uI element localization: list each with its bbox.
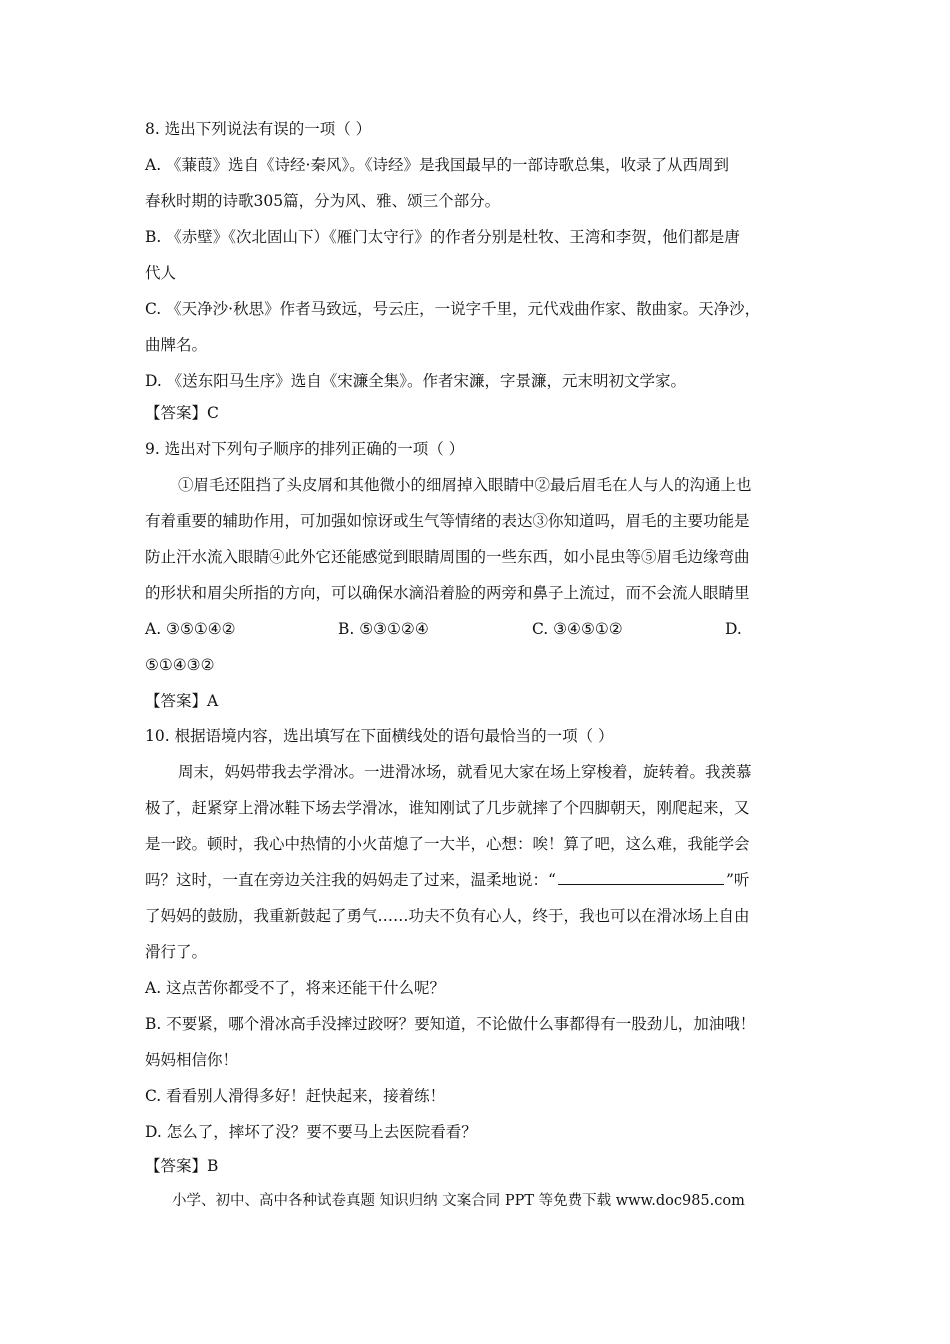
q10-passage-line: 周末，妈妈带我去学滑冰。一进滑冰场，就看见大家在场上穿梭着，旋转着。我羡慕	[178, 763, 752, 781]
q8-option-d: D. 《送东阳马生序》选自《宋濂全集》。作者宋濂，字景濂，元末明初文学家。	[145, 372, 686, 390]
q10-passage-line-with-blank	[145, 870, 825, 890]
q9-passage-line: 防止汗水流入眼睛④此外它还能感觉到眼睛周围的一些东西，如小昆虫等⑤眉毛边缘弯曲	[145, 548, 750, 566]
q9-passage-line: 的形状和眉尖所指的方向，可以确保水滴沿着脸的两旁和鼻子上流过，而不会流人眼睛里	[145, 584, 750, 602]
q9-passage-line: ①眉毛还阻挡了头皮屑和其他微小的细屑掉入眼睛中②最后眉毛在人与人的沟通上也	[178, 476, 752, 494]
q8-answer: 【答案】C	[145, 404, 219, 422]
q8-stem: 8. 选出下列说法有误的一项（ ）	[145, 120, 372, 138]
fill-in-blank	[558, 870, 724, 885]
q8-option-a: A. 《蒹葭》选自《诗经·秦风》。《诗经》是我国最早的一部诗歌总集，收录了从西周到	[145, 156, 729, 174]
q10-option-a: A. 这点苦你都受不了，将来还能干什么呢？	[145, 979, 446, 997]
q8-option-c-cont: 曲牌名。	[145, 336, 208, 354]
q10-answer: 【答案】B	[145, 1157, 219, 1175]
q9-answer: 【答案】A	[145, 692, 219, 710]
q8-option-b-cont: 代人	[145, 264, 177, 282]
q9-option-d-cont: ⑤①④③②	[145, 656, 215, 674]
q9-option-a: A. ③⑤①④②	[145, 620, 236, 638]
q8-option-c: C. 《天净沙·秋思》作者马致远，号云庄，一说字千里，元代戏曲作家、散曲家。天净沙，	[145, 300, 761, 318]
q10-option-d: D. 怎么了，摔坏了没？要不要马上去医院看看？	[145, 1123, 477, 1141]
q10-passage-line: 滑行了。	[145, 943, 208, 961]
q9-stem: 9. 选出对下列句子顺序的排列正确的一项（ ）	[145, 440, 465, 458]
q10-passage-line: 极了，赶紧穿上滑冰鞋下场去学滑冰，谁知刚试了几步就摔了个四脚朝天，刚爬起来，又	[145, 799, 750, 817]
q8-option-b: B. 《赤壁》《次北固山下）《雁门太守行》的作者分别是杜牧、王湾和李贺，他们都是唐	[145, 228, 740, 246]
q8-option-a-cont: 春秋时期的诗歌305篇，分为风、雅、颂三个部分。	[145, 192, 501, 210]
q9-passage-line: 有着重要的辅助作用，可加强如惊讶或生气等情绪的表达③你知道吗，眉毛的主要功能是	[145, 512, 750, 530]
q10-passage-line: 是一跤。顿时，我心中热情的小火苗熄了一大半，心想：唉！算了吧，这么难，我能学会	[145, 835, 750, 853]
q10-passage-text: ”听	[725, 871, 750, 889]
q10-passage-line: 了妈妈的鼓励，我重新鼓起了勇气……功夫不负有心人，终于，我也可以在滑冰场上自由	[145, 907, 750, 925]
q9-option-d: D.	[725, 620, 742, 638]
q9-option-c: C. ③④⑤①②	[532, 620, 623, 638]
q10-option-b-cont: 妈妈相信你！	[145, 1051, 239, 1069]
q10-option-b: B. 不要紧，哪个滑冰高手没摔过跤呀？要知道，不论做什么事都得有一股劲儿，加油哦！	[145, 1015, 756, 1033]
q10-passage-text: 吗？这时，一直在旁边关注我的妈妈走了过来，温柔地说：“	[145, 871, 556, 889]
q10-stem: 10. 根据语境内容，选出填写在下面横线处的语句最恰当的一项（ ）	[145, 727, 614, 745]
q10-option-c: C. 看看别人滑得多好！赶快起来，接着练！	[145, 1087, 446, 1105]
q9-option-b: B. ⑤③①②④	[338, 620, 429, 638]
footer-banner: 小学、初中、高中各种试卷真题 知识归纳 文案合同 PPT 等免费下载 www.doc985.com	[172, 1193, 745, 1209]
